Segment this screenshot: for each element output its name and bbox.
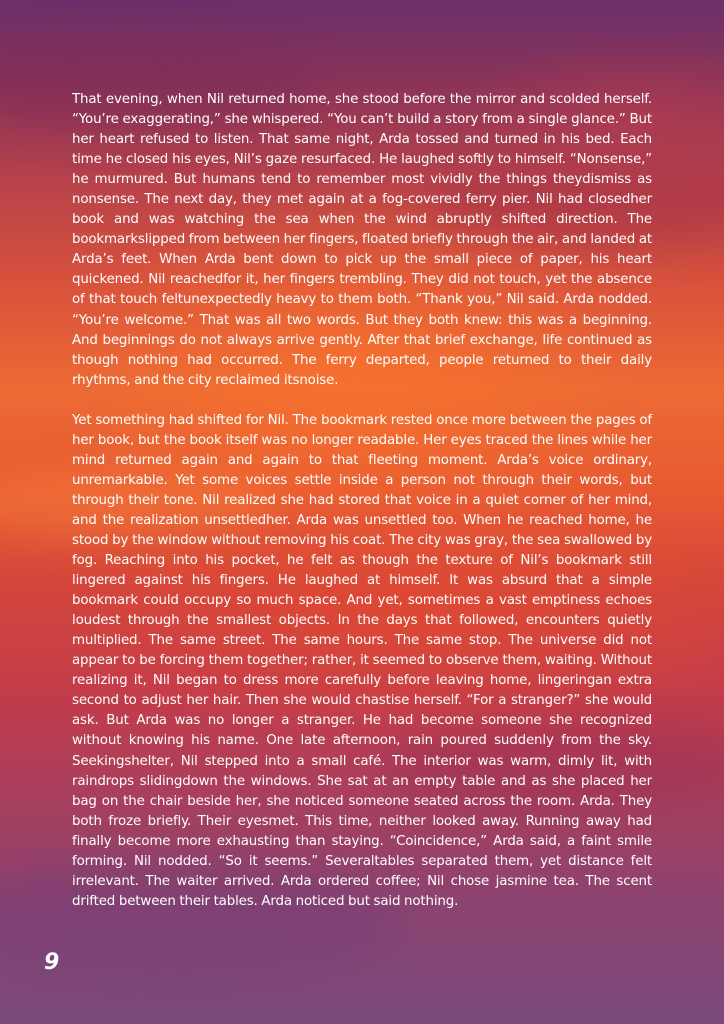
body-text xyxy=(72,90,652,912)
paragraph: Yet something had shifted for Nil. The bookmark rested once more between the pages of her book, but the book itself was no longer readable. Her eyes traced the lines while her mind returned again and again to that fleeting moment. Arda’s voice ordinary, unremarkable. Yet some voices settle inside a person not through their words, but through their tone. Nil realized she had stored that voice in a quiet corner of her mind, and the realization unsettledher. Arda was unsettled too. When he reached home, he stood by the window without removing his coat. The city was gray, the sea swallowed by fog. Reaching into his pocket, he felt as though the texture of Nil’s bookmark still lingered against his fingers. He laughed at himself. It was absurd that a simple bookmark could occupy so much space. And yet, sometimes a vast emptiness echoes loudest through the smallest objects. In the days that followed, encounters quietly multiplied. The same street. The same hours. The same stop. The universe did not appear to be forcing them together; rather, it seemed to observe them, waiting. Without realizing it, Nil began to dress more carefully before leaving home, lingeringan extra second to adjust her hair. Then she would chastise herself. “For a stranger?” she would ask. But Arda was no longer a stranger. He had become someone she recognized without knowing his name. One late afternoon, rain poured suddenly from the sky. Seekingshelter, Nil stepped into a small café. The interior was warm, dimly lit, with raindrops slidingdown the windows. She sat at an empty table and as she placed her bag on the chair beside her, she noticed someone seated across the room. Arda. They both froze briefly. Their eyesmet. This time, neither looked away. Running away had finally become more exhausting than staying. “Coincidence,” Arda said, a faint smile forming. Nil nodded. “So it seems.” Severaltables separated them, yet distance felt irrelevant. The waiter arrived. Arda ordered coffee; Nil chose jasmine tea. The scent drifted between their tables. Arda noticed but said nothing. xyxy=(72,412,652,909)
paragraph: That evening, when Nil returned home, she stood before the mirror and scolded herself. “You’re exaggerating,” she whispered. “You can’t build a story from a single glance.” But her heart refused to listen. That same night, Arda tossed and turned in his bed. Each time he closed his eyes, Nil’s gaze resurfaced. He laughed softly to himself. “Nonsense,” he murmured. But humans tend to remember most vividly the things theydismiss as nonsense. The next day, they met again at a fog-covered ferry pier. Nil had closedher book and was watching the sea when the wind abruptly shifted direction. The bookmarkslipped from between her fingers, floated briefly through the air, and landed at Arda’s feet. When Arda bent down to pick up the small piece of paper, his heart quickened. Nil reachedfor it, her fingers trembling. They did not touch, yet the absence of that touch feltunexpectedly heavy to them both. “Thank you,” Nil said. Arda nodded. “You’re welcome.” That was all two words. But they both knew: this was a beginning. And beginnings do not always arrive gently. After that brief exchange, life continued as though nothing had occurred. The ferry departed, people returned to their daily rhythms, and the city reclaimed itsnoise. xyxy=(72,92,652,388)
page-number: 9 xyxy=(44,950,60,975)
